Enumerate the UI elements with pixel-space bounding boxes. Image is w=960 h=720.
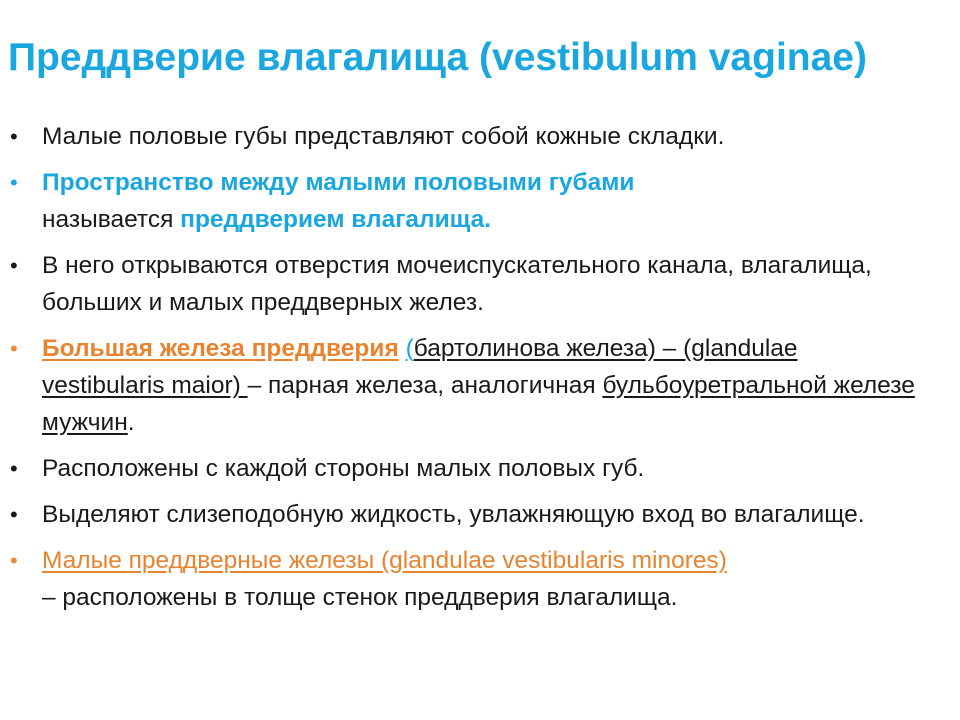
- greater-gland-link[interactable]: Большая железа преддверия: [42, 335, 399, 362]
- bullet-icon: •: [10, 548, 18, 573]
- bullet-icon: •: [10, 170, 18, 195]
- bullet-text: Расположены с каждой стороны малых половых губ.: [42, 455, 645, 482]
- bullet-icon: •: [10, 124, 18, 149]
- bartholin-link[interactable]: бартолинова железа) – (glandulae vestibularis maior): [42, 335, 798, 399]
- bullet-icon: •: [10, 253, 18, 278]
- bullet-item-labia: [0, 118, 920, 155]
- bullet-text: – расположены в толще стенок преддверия влагалища.: [42, 584, 678, 611]
- highlight-term: преддверием влагалища.: [180, 206, 492, 233]
- bullet-list: [0, 118, 920, 625]
- bullet-icon: •: [10, 336, 18, 361]
- period: .: [127, 409, 135, 436]
- bullet-text: Выделяют слизеподобную жидкость, увлажняющую вход во влагалище.: [42, 501, 865, 528]
- slide-title: Преддверие влагалища (vestibulum vaginae): [8, 36, 867, 79]
- bullet-text: называется: [42, 206, 181, 233]
- bullet-text: Малые половые губы представляют собой кожные складки.: [42, 123, 725, 150]
- space: [399, 335, 406, 362]
- bullet-item-secretion: [0, 496, 920, 533]
- highlight-text: Пространство между малыми половыми губами: [42, 169, 635, 196]
- bullet-text: – парная железа, аналогичная: [247, 372, 603, 399]
- bullet-item-greater-gland: [0, 330, 920, 441]
- bullet-text: В него открываются отверстия мочеиспускательного канала, влагалища, больших и малых преддверных желез.: [42, 252, 872, 316]
- paren-link[interactable]: (: [405, 335, 414, 362]
- bulbourethral-link[interactable]: бульбоуретральной железе мужчин: [42, 372, 915, 436]
- bullet-item-location: [0, 450, 920, 487]
- bullet-icon: •: [10, 502, 18, 527]
- lesser-glands-link[interactable]: Малые преддверные железы (glandulae vestibularis minores): [42, 547, 727, 574]
- bullet-icon: •: [10, 456, 18, 481]
- bullet-item-vestibule-definition: [0, 164, 920, 238]
- bullet-item-openings: [0, 247, 920, 321]
- bullet-item-lesser-glands: [0, 542, 920, 616]
